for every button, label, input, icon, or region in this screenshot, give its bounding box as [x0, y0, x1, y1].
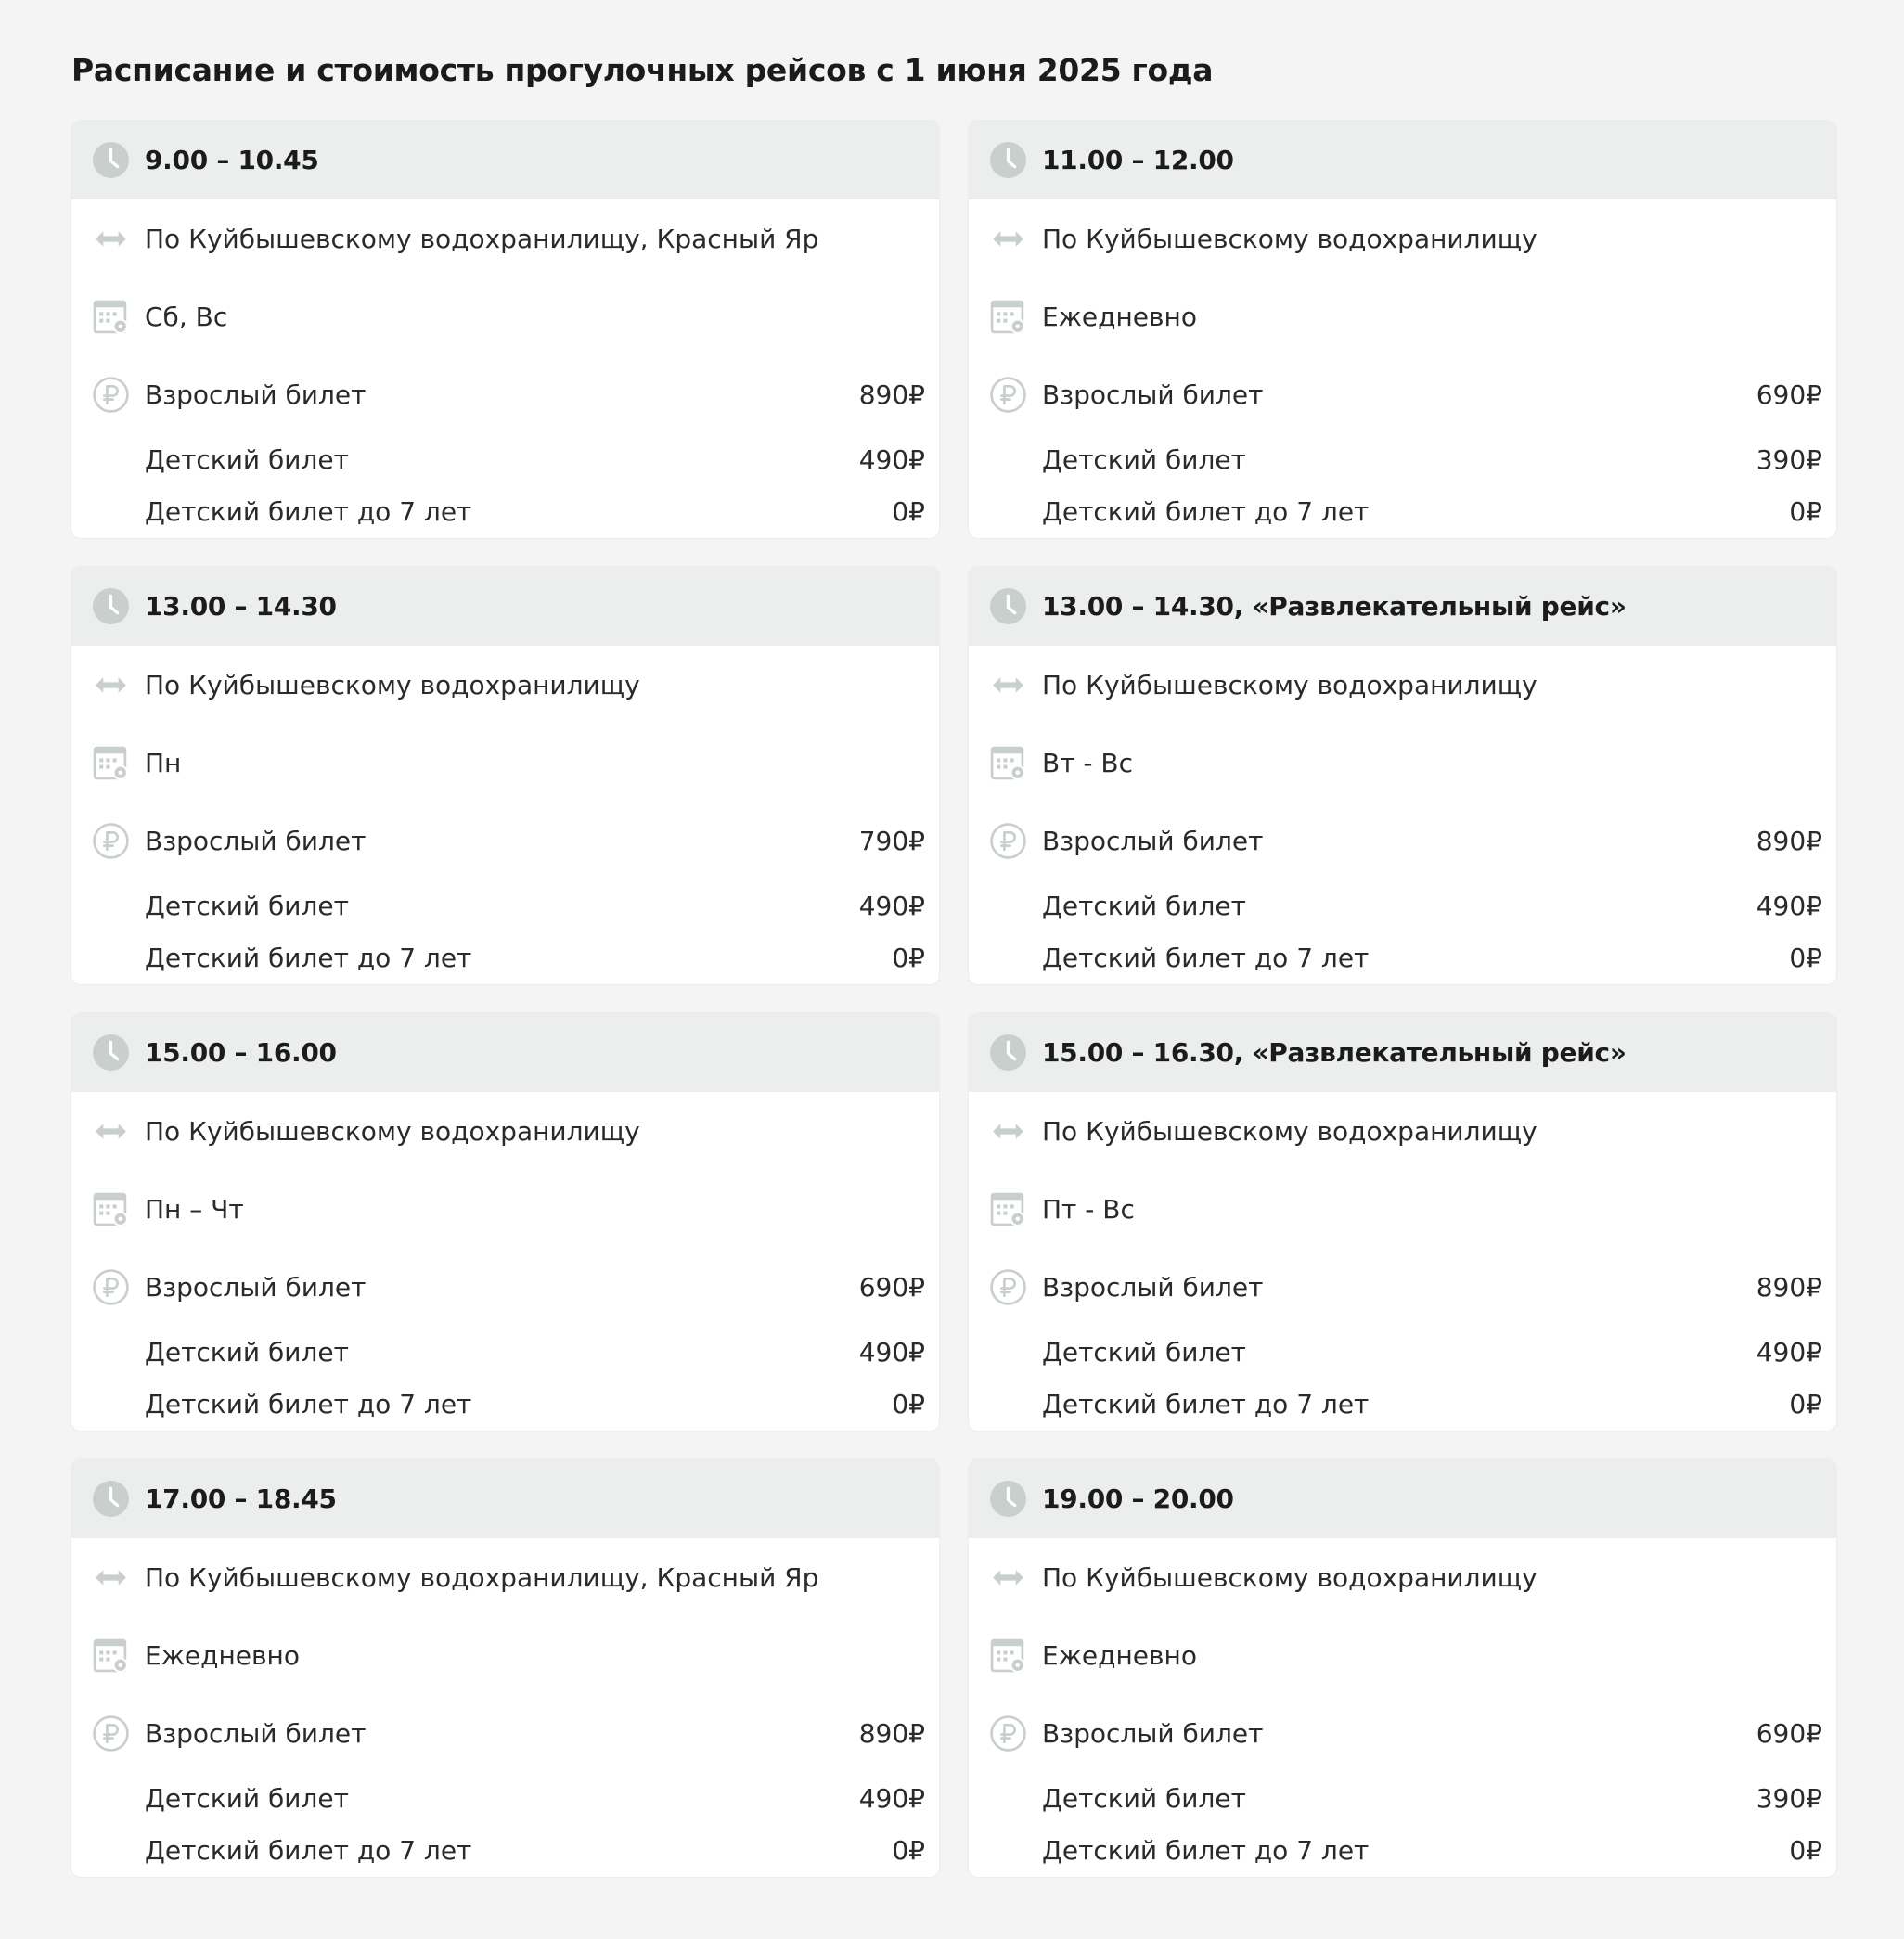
ticket-label: Взрослый билет — [1042, 379, 1264, 410]
trip-time: 9.00 – 10.45 — [145, 145, 319, 175]
trip-route-row — [71, 199, 939, 277]
ticket-price: 490₽ — [858, 890, 925, 921]
trip-card — [71, 121, 939, 538]
ticket-row — [71, 485, 939, 537]
trip-days-row — [71, 1170, 939, 1248]
ticket-label: Взрослый билет — [145, 1271, 367, 1303]
trip-card — [969, 1013, 1836, 1431]
trip-card-header — [969, 567, 1836, 646]
ticket-row — [71, 433, 939, 485]
trip-days: Ежедневно — [1042, 301, 1197, 332]
trip-time: 11.00 – 12.00 — [1042, 145, 1234, 175]
trips-grid — [71, 121, 1836, 1877]
ticket-row — [969, 802, 1836, 880]
trip-route: По Куйбышевскому водохранилищу — [1042, 1561, 1537, 1593]
ticket-label: Взрослый билет — [1042, 825, 1264, 856]
ticket-row — [969, 1824, 1836, 1876]
ticket-row — [71, 931, 939, 983]
trip-days-row — [969, 724, 1836, 802]
ticket-price: 0₽ — [892, 1834, 925, 1866]
calendar-settings-icon — [92, 1190, 130, 1228]
ticket-price: 0₽ — [1789, 1834, 1822, 1866]
trip-route: По Куйбышевскому водохранилищу — [1042, 1115, 1537, 1147]
arrows-left-right-icon — [989, 1559, 1027, 1597]
ticket-price: 690₽ — [1756, 1717, 1822, 1749]
page-title: Расписание и стоимость прогулочных рейсов с 1 июня 2025 года — [71, 52, 1214, 88]
trip-card — [969, 1459, 1836, 1877]
calendar-settings-icon — [92, 744, 130, 782]
trip-days: Ежедневно — [1042, 1639, 1197, 1671]
ticket-price: 0₽ — [1789, 1388, 1822, 1419]
ticket-price: 390₽ — [1756, 443, 1822, 475]
ticket-label: Детский билет — [1042, 1782, 1246, 1814]
ticket-label: Детский билет — [145, 1782, 349, 1814]
trip-time: 17.00 – 18.45 — [145, 1483, 337, 1514]
clock-icon — [989, 587, 1027, 625]
clock-icon — [92, 141, 130, 179]
ticket-price: 0₽ — [892, 1388, 925, 1419]
ticket-row — [71, 802, 939, 880]
ticket-price: 490₽ — [1756, 890, 1822, 921]
ticket-label: Детский билет до 7 лет — [145, 942, 472, 973]
trip-route: По Куйбышевскому водохранилищу — [145, 1115, 640, 1147]
trip-route-row — [969, 646, 1836, 724]
trip-days: Ежедневно — [145, 1639, 300, 1671]
ticket-row — [969, 433, 1836, 485]
ticket-label: Детский билет — [1042, 890, 1246, 921]
trip-route-row — [71, 1092, 939, 1170]
ticket-price: 0₽ — [892, 942, 925, 973]
arrows-left-right-icon — [989, 1112, 1027, 1150]
ruble-icon — [92, 1268, 130, 1306]
ruble-icon — [989, 1714, 1027, 1753]
ticket-price: 490₽ — [858, 1782, 925, 1814]
trip-card-header — [71, 1459, 939, 1538]
ticket-label: Детский билет — [1042, 443, 1246, 475]
calendar-settings-icon — [92, 298, 130, 336]
trip-card-header — [969, 121, 1836, 199]
ticket-price: 690₽ — [858, 1271, 925, 1303]
ticket-label: Взрослый билет — [145, 379, 367, 410]
ticket-label: Взрослый билет — [1042, 1271, 1264, 1303]
ruble-icon — [92, 376, 130, 414]
ticket-label: Детский билет — [145, 890, 349, 921]
trip-days: Вт - Вс — [1042, 747, 1134, 778]
ticket-row — [71, 1378, 939, 1430]
clock-icon — [92, 1034, 130, 1072]
arrows-left-right-icon — [989, 666, 1027, 704]
trip-route: По Куйбышевскому водохранилищу — [1042, 223, 1537, 254]
ticket-row — [71, 1248, 939, 1326]
ticket-label: Детский билет до 7 лет — [1042, 495, 1370, 527]
trip-time: 15.00 – 16.00 — [145, 1037, 337, 1068]
arrows-left-right-icon — [92, 1112, 130, 1150]
trip-route-row — [71, 646, 939, 724]
trip-card — [71, 1459, 939, 1877]
ticket-label: Детский билет до 7 лет — [145, 1834, 472, 1866]
ticket-label: Взрослый билет — [145, 825, 367, 856]
ticket-row — [71, 1694, 939, 1772]
trip-time: 19.00 – 20.00 — [1042, 1483, 1234, 1514]
ticket-row — [969, 485, 1836, 537]
trip-days-row — [71, 277, 939, 355]
ruble-icon — [989, 376, 1027, 414]
trip-days-row — [969, 1616, 1836, 1694]
ticket-price: 790₽ — [858, 825, 925, 856]
trip-route-row — [969, 199, 1836, 277]
ticket-price: 0₽ — [1789, 495, 1822, 527]
trip-time: 13.00 – 14.30 — [145, 591, 337, 622]
trip-card — [71, 1013, 939, 1431]
trip-time: 13.00 – 14.30, «Развлекательный рейс» — [1042, 591, 1627, 622]
trip-time: 15.00 – 16.30, «Развлекательный рейс» — [1042, 1037, 1627, 1068]
arrows-left-right-icon — [989, 220, 1027, 258]
trip-card-header — [71, 121, 939, 199]
trip-route: По Куйбышевскому водохранилищу — [1042, 669, 1537, 700]
trip-days-row — [71, 1616, 939, 1694]
ticket-row — [71, 1772, 939, 1824]
clock-icon — [92, 587, 130, 625]
trip-card-header — [969, 1459, 1836, 1538]
ticket-row — [71, 1824, 939, 1876]
trip-card-header — [969, 1013, 1836, 1092]
ticket-row — [969, 880, 1836, 931]
ticket-price: 890₽ — [858, 1717, 925, 1749]
trip-route: По Куйбышевскому водохранилищу, Красный Яр — [145, 223, 819, 254]
ticket-price: 890₽ — [1756, 1271, 1822, 1303]
arrows-left-right-icon — [92, 666, 130, 704]
trip-card — [969, 567, 1836, 984]
trip-days-row — [71, 724, 939, 802]
ticket-label: Детский билет — [145, 1336, 349, 1368]
trip-days: Пт - Вс — [1042, 1193, 1135, 1225]
trip-card — [71, 567, 939, 984]
ticket-row — [969, 355, 1836, 433]
calendar-settings-icon — [989, 1637, 1027, 1675]
ticket-row — [969, 1378, 1836, 1430]
ticket-row — [969, 1694, 1836, 1772]
ticket-row — [969, 931, 1836, 983]
ticket-row — [969, 1772, 1836, 1824]
trip-route-row — [969, 1092, 1836, 1170]
ticket-row — [969, 1326, 1836, 1378]
ticket-price: 890₽ — [858, 379, 925, 410]
trip-days-row — [969, 1170, 1836, 1248]
ticket-label: Детский билет до 7 лет — [145, 1388, 472, 1419]
trip-route-row — [969, 1538, 1836, 1616]
arrows-left-right-icon — [92, 1559, 130, 1597]
trip-days: Пн – Чт — [145, 1193, 244, 1225]
calendar-settings-icon — [989, 298, 1027, 336]
ticket-price: 490₽ — [858, 443, 925, 475]
trip-card-header — [71, 1013, 939, 1092]
ticket-label: Детский билет до 7 лет — [1042, 942, 1370, 973]
ruble-icon — [989, 822, 1027, 860]
ticket-label: Детский билет — [145, 443, 349, 475]
ticket-price: 890₽ — [1756, 825, 1822, 856]
trip-card-header — [71, 567, 939, 646]
ticket-row — [71, 1326, 939, 1378]
clock-icon — [989, 141, 1027, 179]
ruble-icon — [989, 1268, 1027, 1306]
trip-days-row — [969, 277, 1836, 355]
ticket-row — [969, 1248, 1836, 1326]
ticket-price: 390₽ — [1756, 1782, 1822, 1814]
trip-days: Пн — [145, 747, 182, 778]
clock-icon — [989, 1480, 1027, 1518]
trip-route: По Куйбышевскому водохранилищу — [145, 669, 640, 700]
calendar-settings-icon — [989, 1190, 1027, 1228]
clock-icon — [92, 1480, 130, 1518]
ruble-icon — [92, 822, 130, 860]
calendar-settings-icon — [989, 744, 1027, 782]
arrows-left-right-icon — [92, 220, 130, 258]
ticket-price: 690₽ — [1756, 379, 1822, 410]
ticket-label: Детский билет до 7 лет — [1042, 1388, 1370, 1419]
ticket-price: 0₽ — [1789, 942, 1822, 973]
trip-card — [969, 121, 1836, 538]
ticket-price: 490₽ — [858, 1336, 925, 1368]
ticket-row — [71, 355, 939, 433]
ticket-label: Детский билет — [1042, 1336, 1246, 1368]
trip-days: Сб, Вс — [145, 301, 228, 332]
ticket-label: Детский билет до 7 лет — [1042, 1834, 1370, 1866]
ticket-price: 0₽ — [892, 495, 925, 527]
ticket-label: Взрослый билет — [1042, 1717, 1264, 1749]
trip-route-row — [71, 1538, 939, 1616]
ticket-row — [71, 880, 939, 931]
clock-icon — [989, 1034, 1027, 1072]
calendar-settings-icon — [92, 1637, 130, 1675]
ticket-label: Взрослый билет — [145, 1717, 367, 1749]
ticket-label: Детский билет до 7 лет — [145, 495, 472, 527]
trip-route: По Куйбышевскому водохранилищу, Красный Яр — [145, 1561, 819, 1593]
ticket-price: 490₽ — [1756, 1336, 1822, 1368]
ruble-icon — [92, 1714, 130, 1753]
